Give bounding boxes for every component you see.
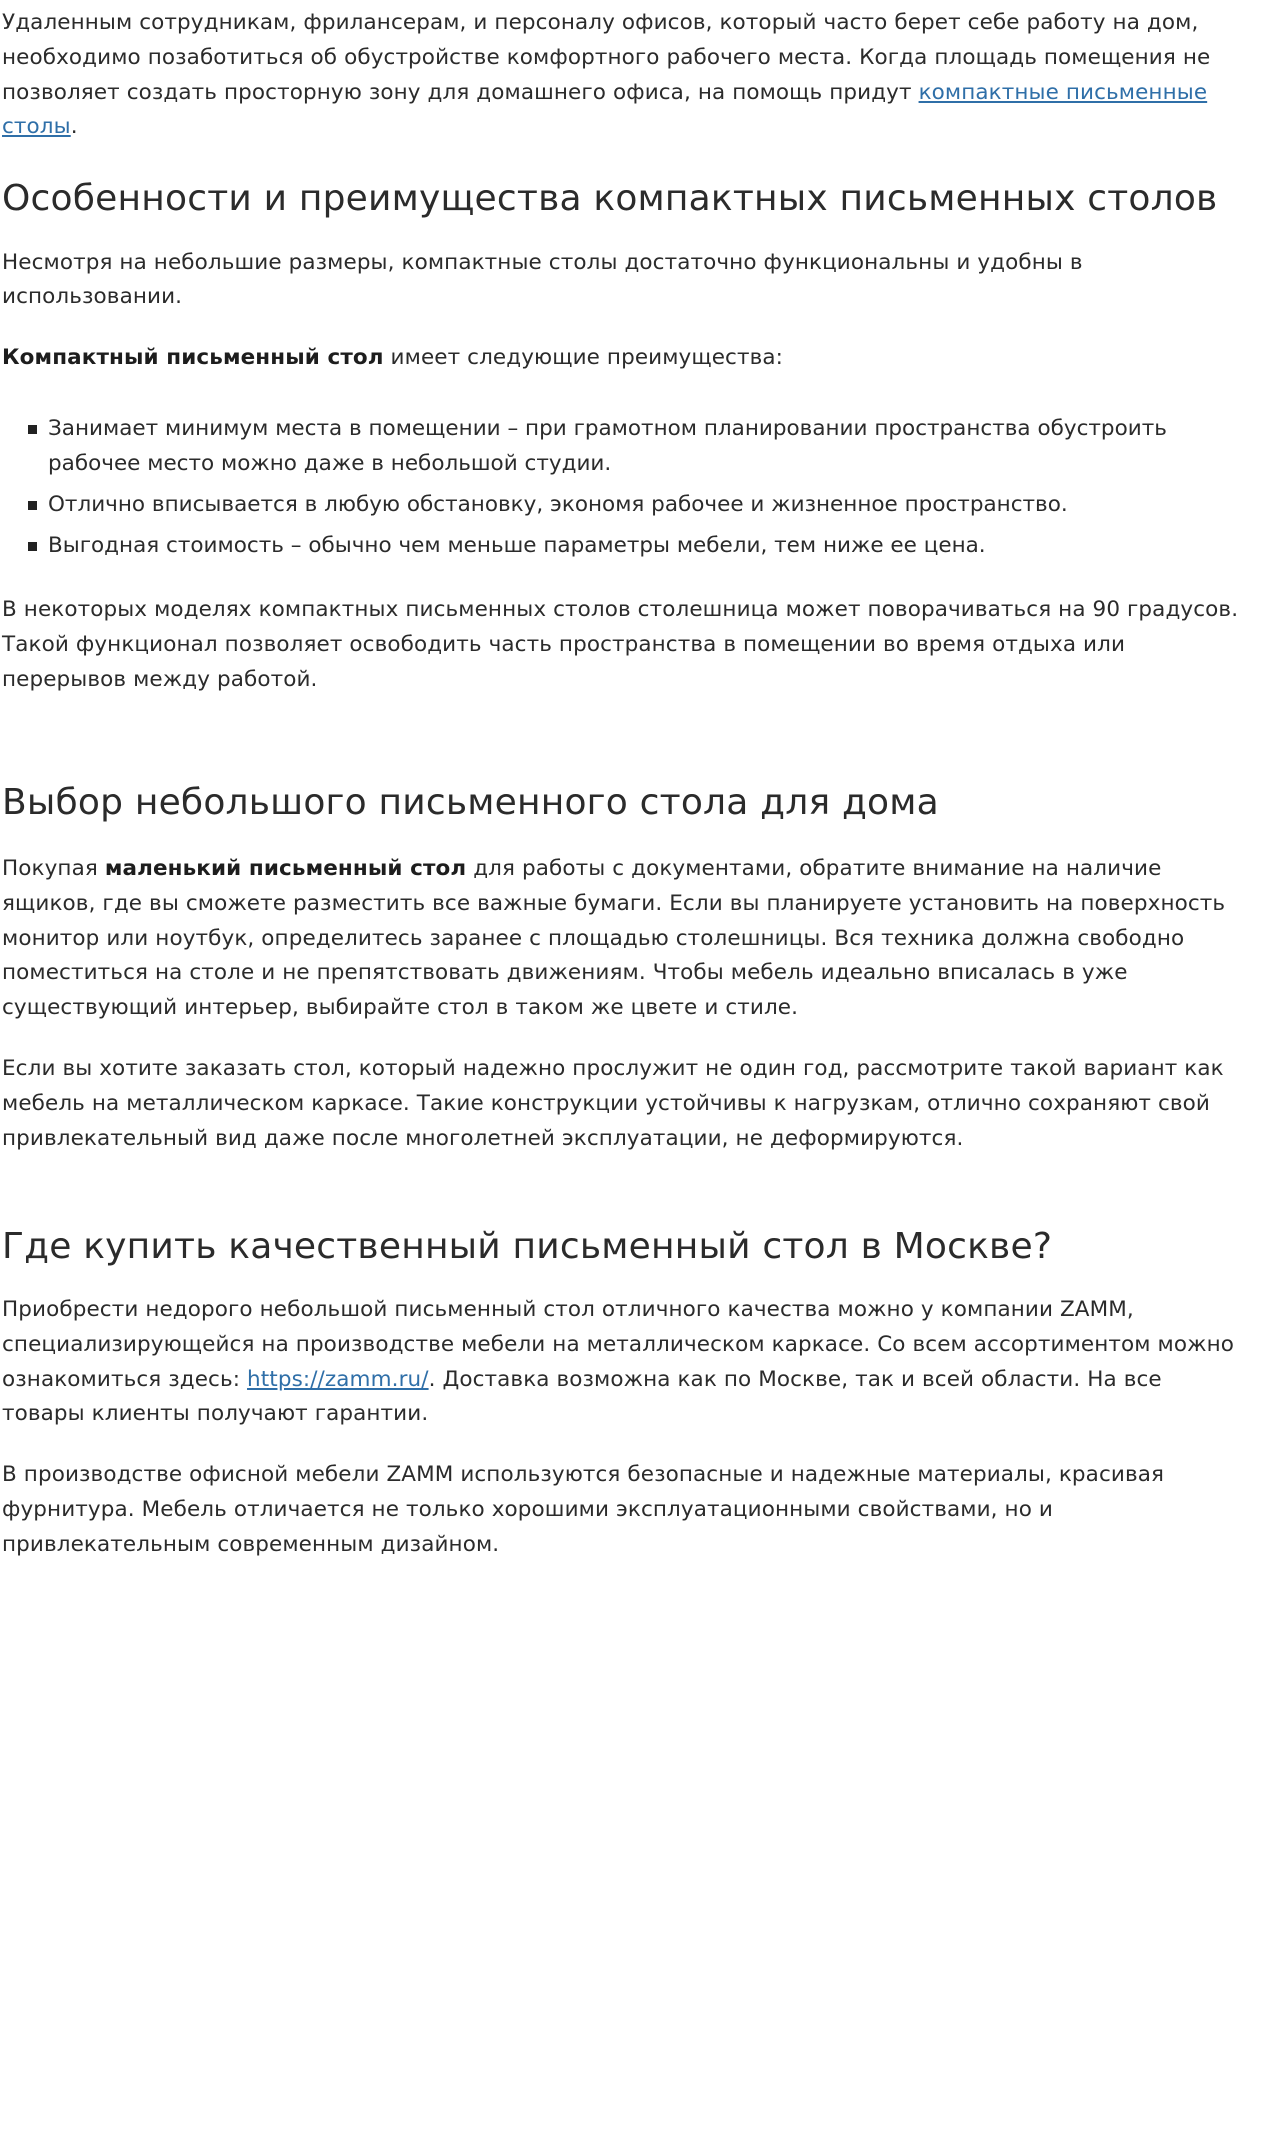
list-item: Отлично вписывается в любую обстановку, экономя рабочее и жизненное пространство.	[28, 488, 1248, 523]
section-3-paragraph-1-after-link: . Доставка возможна как по Москве, так и всей области. На все товары клиенты получают гарантии.	[2, 1366, 1162, 1427]
document-page	[0, 6, 1270, 1563]
section-3-heading: Где купить качественный письменный стол в Москве?	[2, 1225, 1053, 1267]
section-1-heading: Особенности и преимущества компактных письменных столов	[2, 178, 1218, 220]
intro-text-after-link: .	[70, 114, 78, 140]
intro-text-before-link: Удаленным сотрудникам, фрилансерам, и персоналу офисов, который часто берет себе работу на дом, необходимо позаботиться об обустройстве комфортного рабочего места. Когда площадь помещения не позволяет создать просторную зону для домашнего офиса, на помощь придут	[2, 10, 1211, 105]
list-item: Занимает минимум места в помещении – при грамотном планировании пространства обустроить рабочее место можно даже в небольшой студии.	[28, 412, 1248, 482]
section-2-paragraph-1-after-bold: для работы с документами, обратите внимание на наличие ящиков, где вы сможете разместить все важные бумаги. Если вы планируете установить на поверхность монитор или ноутбук, определитесь заранее с площадью столешницы. Вся техника должна свободно поместиться на столе и не препятствовать движениям. Чтобы мебель идеально вписалась в уже существующий интерьер, выбирайте стол в таком же цвете и стиле.	[2, 855, 1226, 1021]
zamm-website-link[interactable]: https://zamm.ru/	[247, 1366, 429, 1392]
section-3-paragraph-1	[2, 1293, 1248, 1432]
section-spacer-2	[2, 1183, 1248, 1193]
section-2-paragraph-2: Если вы хотите заказать стол, который надежно прослужит не один год, рассмотрите такой вариант как мебель на металлическом каркасе. Такие конструкции устойчивы к нагрузкам, отлично сохраняют свой привлекательный вид даже после многолетней эксплуатации, не деформируются.	[2, 1056, 1224, 1151]
article-body	[0, 6, 1248, 1563]
section-1-paragraph-2-rest: имеет следующие преимущества:	[383, 345, 783, 371]
section-1-paragraph-3: В некоторых моделях компактных письменных столов столешница может поворачиваться на 90 градусов. Такой функционал позволяет освободить часть пространства в помещении во время отдыха или перерывов между работой.	[2, 597, 1239, 693]
list-item: Выгодная стоимость – обычно чем меньше параметры мебели, тем ниже ее цена.	[28, 529, 1248, 564]
section-1-paragraph-2	[2, 341, 1248, 376]
list-spacer	[2, 402, 1248, 412]
section-spacer-1	[2, 724, 1248, 746]
section-1-paragraph-1: Несмотря на небольшие размеры, компактные столы достаточно функциональны и удобны в использовании.	[2, 249, 1083, 310]
section-3-paragraph-2: В производстве офисной мебели ZAMM используются безопасные и надежные материалы, красивая фурнитура. Мебель отличается не только хорошими эксплуатационными свойствами, но и привлекательным современным дизайном.	[2, 1462, 1165, 1557]
intro-paragraph	[2, 6, 1248, 145]
compact-desk-bold-term: Компактный письменный стол	[2, 345, 384, 371]
section-2-paragraph-1-before-bold: Покупая	[2, 855, 105, 881]
compact-desks-link[interactable]: компактные письменные столы	[2, 79, 1208, 140]
small-desk-bold-term: маленький письменный стол	[104, 855, 467, 881]
section-2-paragraph-1	[2, 852, 1248, 1026]
section-2-heading: Выбор небольшого письменного стола для дома	[2, 781, 939, 823]
advantages-list	[2, 412, 1248, 563]
section-3-paragraph-1-before-link: Приобрести недорого небольшой письменный стол отличного качества можно у компании ZAMM, специализирующейся на производстве мебели на металлическом каркасе. Со всем ассортиментом можно ознакомиться здесь:	[2, 1296, 1234, 1392]
